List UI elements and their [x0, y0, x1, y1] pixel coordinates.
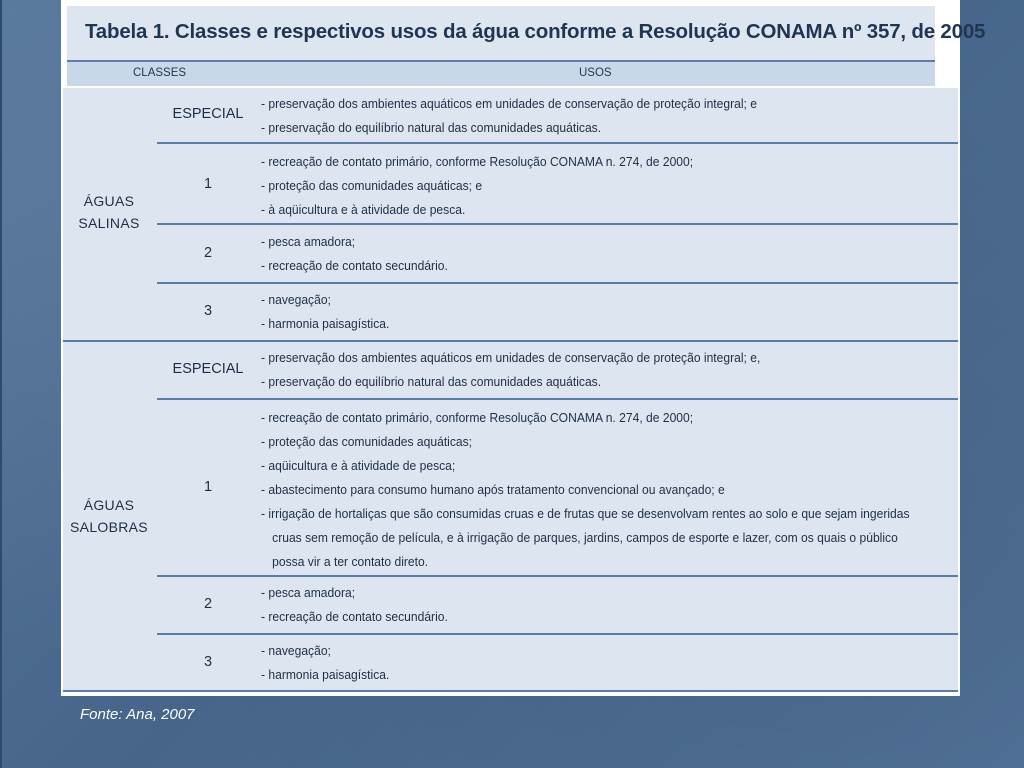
class-cell: 1	[203, 176, 213, 192]
class-cell: 1	[203, 479, 213, 495]
source-caption: Fonte: Ana, 2007	[80, 706, 195, 723]
group-label-line: SALOBRAS	[70, 519, 148, 535]
class-cell: ESPECIAL	[172, 106, 244, 122]
uses-cell	[261, 92, 903, 140]
use-item: - harmonia paisagística.	[261, 667, 390, 682]
table-panel	[61, 88, 960, 696]
use-item: - aqüicultura e à atividade de pesca;	[261, 458, 456, 473]
uses-cell	[261, 230, 903, 278]
use-item: - irrigação de hortaliças que são consumidas cruas e de frutas que se desenvolvam rentes ao solo e que sejam ingeridas	[261, 506, 910, 521]
class-cell: 3	[203, 654, 213, 670]
use-item-continuation: possa vir a ter contato direto.	[272, 554, 429, 569]
use-item: - preservação dos ambientes aquáticos em unidades de conservação de proteção integral; e	[261, 96, 757, 111]
use-item: - preservação do equilíbrio natural das comunidades aquáticas.	[261, 120, 602, 135]
group-label-line: SALINAS	[78, 215, 140, 231]
group-divider	[63, 340, 958, 342]
table-title-panel	[61, 0, 986, 88]
group-label-line: ÁGUAS	[83, 497, 135, 513]
group-label-line: ÁGUAS	[83, 193, 135, 209]
table-title: Tabela 1. Classes e respectivos usos da água conforme a Resolução CONAMA nº 357, de 2005	[85, 20, 986, 43]
use-item: - harmonia paisagística.	[261, 316, 390, 331]
use-item: - recreação de contato secundário.	[261, 609, 448, 624]
row-divider	[157, 575, 958, 577]
use-item: - navegação;	[261, 292, 331, 307]
use-item: - recreação de contato secundário.	[261, 258, 448, 273]
use-item: - à aqüicultura e à atividade de pesca.	[261, 202, 466, 217]
uses-cell	[261, 639, 903, 687]
row-divider	[157, 282, 958, 284]
use-item: - pesca amadora;	[261, 585, 356, 600]
table-body	[63, 88, 958, 692]
uses-cell	[261, 406, 910, 574]
use-item: - preservação dos ambientes aquáticos em unidades de conservação de proteção integral; e,	[261, 350, 761, 365]
uses-cell	[261, 150, 903, 222]
row-divider	[157, 142, 958, 144]
header-usos: USOS	[579, 67, 612, 79]
group-label-salobras	[63, 494, 155, 538]
table-header-row	[67, 62, 935, 86]
class-cell: 3	[203, 303, 213, 319]
row-divider	[157, 398, 958, 400]
group-label-salinas	[63, 190, 155, 234]
use-item: - preservação do equilíbrio natural das comunidades aquáticas.	[261, 374, 602, 389]
header-classes: CLASSES	[133, 67, 187, 79]
row-divider	[157, 223, 958, 225]
use-item: - recreação de contato primário, conforme Resolução CONAMA n. 274, de 2000;	[261, 154, 694, 169]
use-item: - recreação de contato primário, conforme Resolução CONAMA n. 274, de 2000;	[261, 410, 694, 425]
table-bottom-border	[63, 690, 958, 692]
use-item: - abastecimento para consumo humano após tratamento convencional ou avançado; e	[261, 482, 725, 497]
slide-edge	[0, 0, 2, 768]
class-cell: ESPECIAL	[172, 361, 244, 377]
use-item-continuation: cruas sem remoção de película, e à irrigação de parques, jardins, campos de esporte e lazer, com os quais o público	[272, 530, 898, 545]
class-cell: 2	[203, 245, 213, 261]
title-box	[67, 6, 986, 60]
uses-cell	[261, 288, 903, 336]
use-item: - pesca amadora;	[261, 234, 356, 249]
use-item: - navegação;	[261, 643, 331, 658]
use-item: - proteção das comunidades aquáticas; e	[261, 178, 483, 193]
class-cell: 2	[203, 596, 213, 612]
use-item: - proteção das comunidades aquáticas;	[261, 434, 473, 449]
uses-cell	[261, 581, 903, 629]
uses-cell	[261, 346, 903, 394]
row-divider	[157, 633, 958, 635]
